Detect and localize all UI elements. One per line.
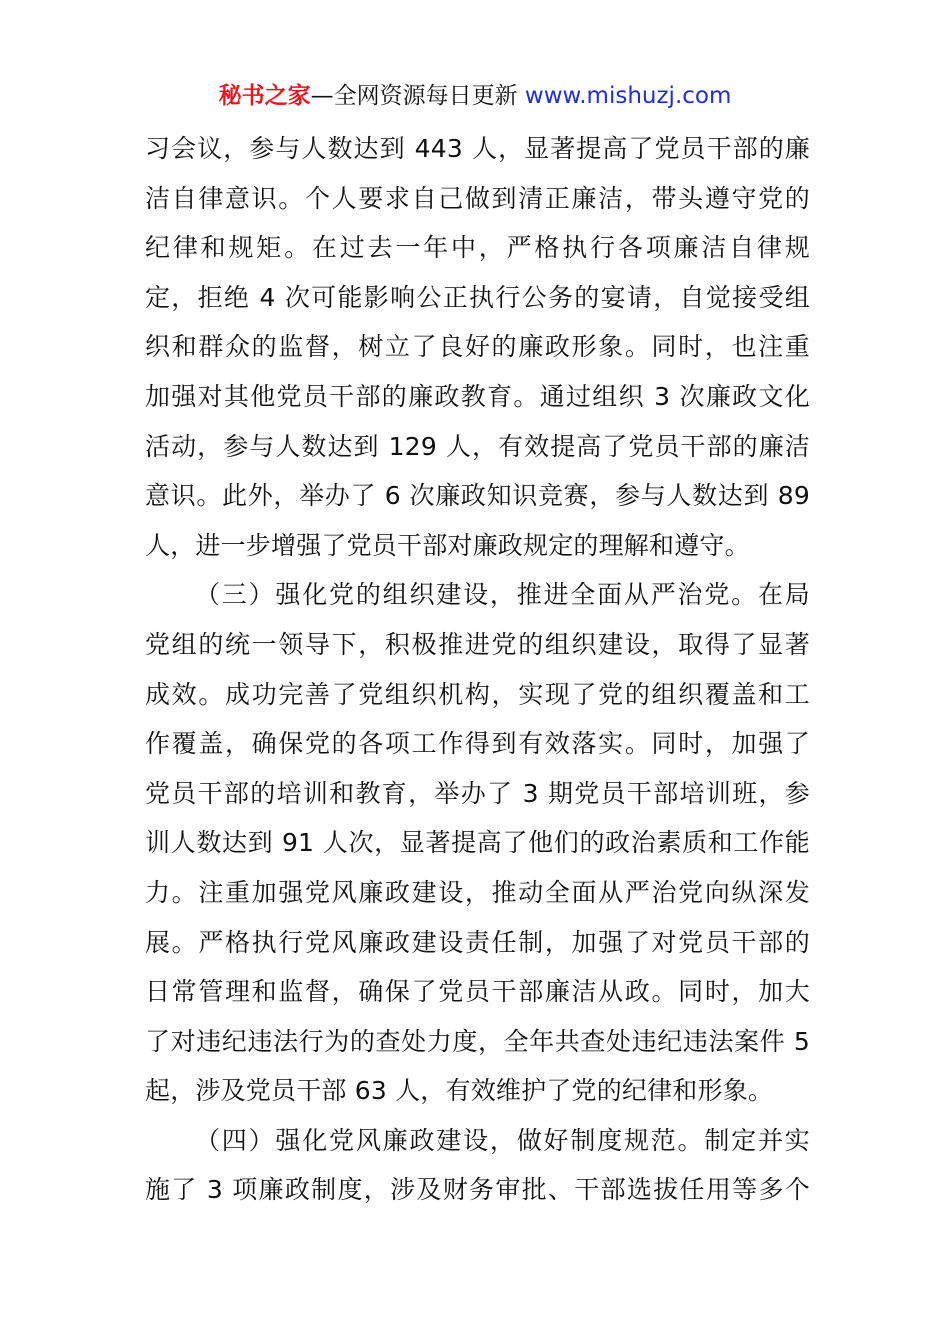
text-line: 作覆盖，确保党的各项工作得到有效落实。同时，加强了 (145, 729, 810, 759)
text-line: 纪律和规矩。在过去一年中，严格执行各项廉洁自律规 (145, 233, 810, 263)
site-url-link[interactable]: www.mishuzj.com (524, 83, 732, 109)
text-line-paragraph-end: 起，涉及党员干部 63 人，有效维护了党的纪律和形象。 (145, 1076, 774, 1106)
text-line: 日常管理和监督，确保了党员干部廉洁从政。同时，加大 (145, 977, 810, 1007)
text-line: 加强对其他党员干部的廉政教育。通过组织 3 次廉政文化 (145, 381, 810, 411)
text-line: 定，拒绝 4 次可能影响公正执行公务的宴请，自觉接受组 (145, 282, 810, 312)
text-line: 成效。成功完善了党组织机构，实现了党的组织覆盖和工 (145, 679, 810, 709)
text-line: 活动，参与人数达到 129 人，有效提高了党员干部的廉洁 (145, 431, 810, 461)
text-line: 施了 3 项廉政制度，涉及财务审批、干部选拔任用等多个 (145, 1175, 810, 1205)
brand-name: 秘书之家 (218, 83, 311, 109)
site-header (0, 80, 950, 112)
text-line: 了对违纪违法行为的查处力度，全年共查处违纪违法案件 5 (145, 1026, 810, 1056)
text-line: 党员干部的培训和教育，举办了 3 期党员干部培训班，参 (145, 778, 810, 808)
site-tagline: —全网资源每日更新 (310, 83, 518, 109)
paragraph-start-line: （四）强化党风廉政建设，做好制度规范。制定并实 (195, 1125, 810, 1155)
text-line: 党组的统一领导下，积极推进党的组织建设，取得了显著 (145, 629, 810, 659)
document-body (145, 124, 810, 1215)
text-line: 意识。此外，举办了 6 次廉政知识竞赛，参与人数达到 89 (145, 481, 810, 511)
text-line: 洁自律意识。个人要求自己做到清正廉洁，带头遵守党的 (145, 183, 810, 213)
paragraph-start-line: （三）强化党的组织建设，推进全面从严治党。在局 (195, 580, 810, 610)
text-line: 展。严格执行党风廉政建设责任制，加强了对党员干部的 (145, 927, 810, 957)
text-line: 力。注重加强党风廉政建设，推动全面从严治党向纵深发 (145, 877, 810, 907)
text-line-paragraph-end: 人，进一步增强了党员干部对廉政规定的理解和遵守。 (145, 530, 750, 560)
text-line: 训人数达到 91 人次，显著提高了他们的政治素质和工作能 (145, 828, 810, 858)
text-line: 习会议，参与人数达到 443 人，显著提高了党员干部的廉 (145, 134, 810, 163)
text-line: 织和群众的监督，树立了良好的廉政形象。同时，也注重 (145, 332, 810, 362)
